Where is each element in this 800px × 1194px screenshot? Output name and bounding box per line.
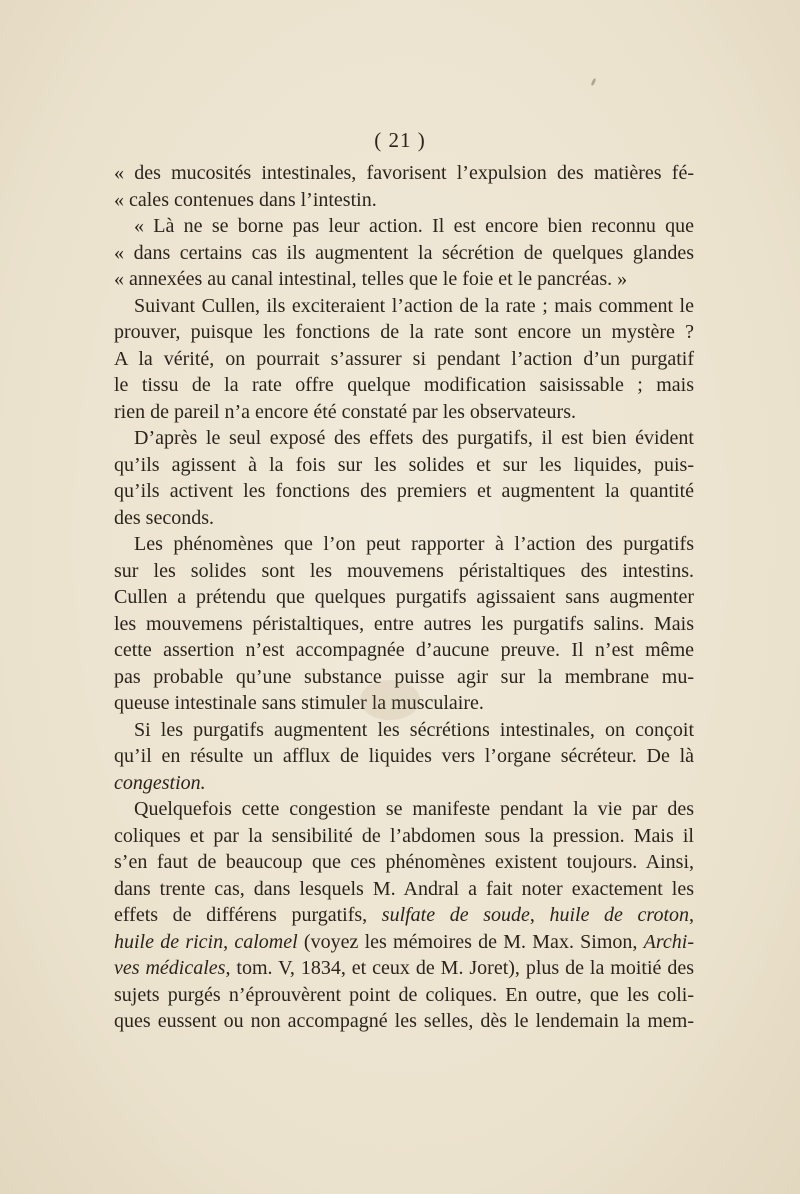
page-body bbox=[114, 160, 694, 1035]
text-line: des seconds. bbox=[114, 506, 214, 529]
italic-term: huile de croton bbox=[549, 904, 690, 926]
text-line: A la vérité, on pourrait s’assurer si pendant l’action d’un purgatif bbox=[114, 347, 694, 370]
text-line: rien de pareil n’a encore été constaté par les observateurs. bbox=[114, 400, 576, 423]
italic-term: sulfate de soude bbox=[381, 904, 530, 926]
text-line: Suivant Cullen, ils exciteraient l’action de la rate ; mais comment le bbox=[134, 294, 694, 317]
text-fragment: (voyez les mémoires de M. Max. Simon, bbox=[297, 930, 644, 953]
text-line: ques eussent ou non accompagné les selles, dès le lendemain la mem- bbox=[114, 1010, 694, 1032]
text-line: D’après le seul exposé des effets des purgatifs, il est bien évident bbox=[134, 427, 694, 449]
text-line: les mouvemens péristaltiques, entre autres les purgatifs salins. Mais bbox=[114, 612, 694, 635]
text-line: Si les purgatifs augmentent les sécrétions intestinales, on conçoit bbox=[134, 718, 694, 741]
text-line: Quelquefois cette congestion se manifeste pendant la vie par des bbox=[134, 798, 694, 820]
text-line: qu’ils agissent à la fois sur les solides et sur les liquides, puis- bbox=[114, 453, 694, 476]
page-number: ( 21 ) bbox=[374, 128, 426, 152]
italic-term: huile de ricin bbox=[114, 930, 224, 953]
text-line: prouver, puisque les fonctions de la rate sont encore un mystère ? bbox=[114, 321, 694, 343]
text-fragment: , tom. V, 1834, et ceux de M. Joret), plus de la moitié des bbox=[225, 957, 694, 979]
text-line: Les phénomènes que l’on peut rapporter à l’action des purgatifs bbox=[134, 533, 694, 555]
text-line: qu’ils activent les fonctions des premiers et augmentent la quantité bbox=[114, 480, 694, 502]
text-line bbox=[114, 955, 694, 982]
text-line: effets de différens purgatifs, sulfate de soude, huile de croton, bbox=[114, 904, 695, 926]
italic-term: calomel bbox=[234, 930, 298, 953]
text-line: le tissu de la rate offre quelque modification saisissable ; mais bbox=[114, 374, 694, 396]
text-line: qu’il en résulte un afflux de liquides vers l’organe sécréteur. De là bbox=[114, 745, 694, 767]
text-line: coliques et par la sensibilité de l’abdomen sous la pression. Mais il bbox=[114, 824, 694, 847]
text-line: « cales contenues dans l’intestin. bbox=[114, 188, 377, 211]
text-line: « annexées au canal intestinal, telles que le foie et le pancréas. » bbox=[114, 268, 628, 290]
text-line: sur les solides sont les mouvemens péristaltiques des intestins. bbox=[114, 559, 694, 582]
text-line: « dans certains cas ils augmentent la sécrétion de quelques glandes bbox=[114, 241, 694, 264]
text-line: dans trente cas, dans lesquels M. Andral a fait noter exactement les bbox=[114, 877, 694, 900]
paper-stain bbox=[360, 680, 420, 720]
text-line: huile de ricin, calomel (voyez les mémoires de M. Max. Simon, Archi- bbox=[114, 930, 695, 953]
text-line: pas probable qu’une substance puisse agir sur la membrane mu- bbox=[114, 665, 694, 688]
text-line: s’en faut de beaucoup que ces phénomènes existent toujours. Ainsi, bbox=[114, 851, 694, 873]
ink-mark bbox=[590, 78, 596, 87]
text-line: Cullen a prétendu que quelques purgatifs agissaient sans augmenter bbox=[114, 586, 694, 608]
text-line: cette assertion n’est accompagnée d’aucune preuve. Il n’est même bbox=[114, 639, 694, 661]
italic-term: ves médicales bbox=[114, 957, 226, 979]
text-line: queuse intestinale sans stimuler la musculaire. bbox=[114, 692, 484, 714]
text-line: sujets purgés n’éprouvèrent point de coliques. En outre, que les coli- bbox=[114, 983, 694, 1006]
text-line: congestion. bbox=[114, 771, 206, 794]
text-line: « des mucosités intestinales, favorisent l’expulsion des matières fé- bbox=[114, 162, 694, 184]
text-line: « Là ne se borne pas leur action. Il est encore bien reconnu que bbox=[134, 215, 694, 237]
italic-term: Archi- bbox=[643, 930, 695, 953]
